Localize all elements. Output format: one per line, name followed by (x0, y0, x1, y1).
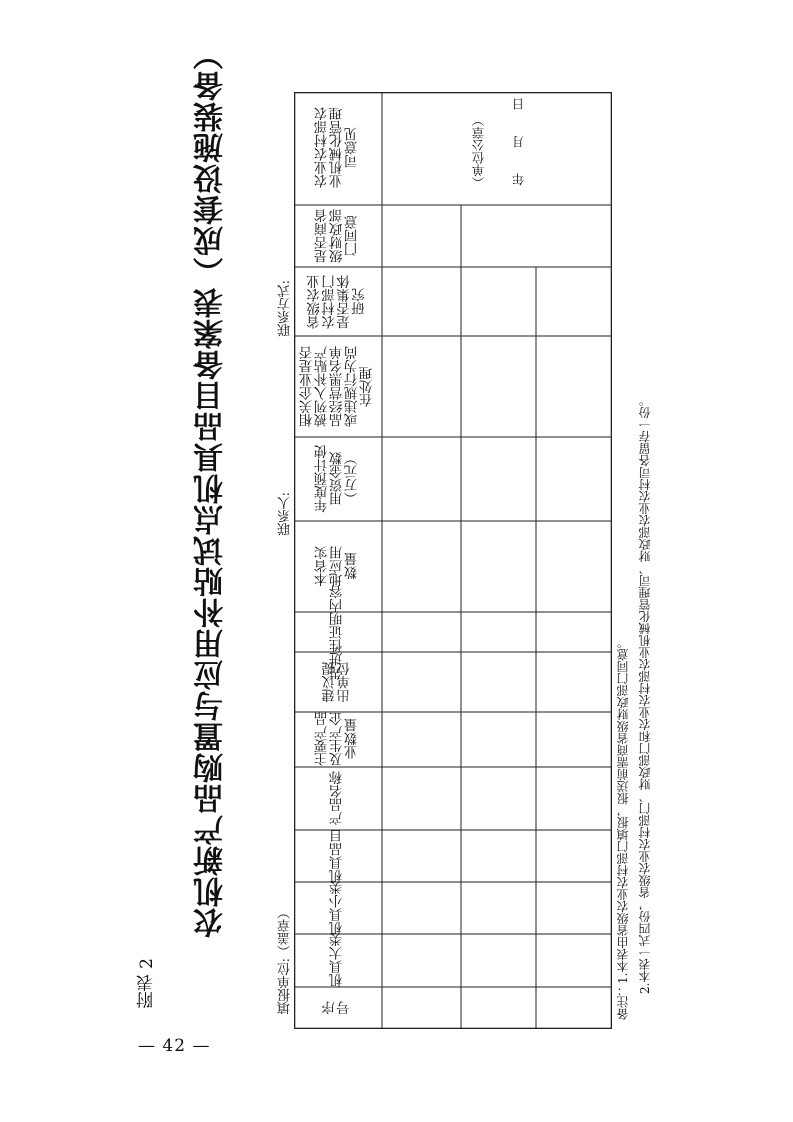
fill-unit-label: 填报单位:（盖章） (278, 906, 293, 1015)
header-serial-number: 序号 (322, 1001, 353, 1015)
header-machine-item: 机具品目 (329, 829, 346, 883)
header-product-name: 产品名称 (329, 771, 346, 825)
header-annual-budget: 年度预计使用资金数（万元） (314, 445, 361, 513)
header-provincial-collective-review: 省级农业农村部门是否集体研究 (307, 275, 368, 329)
header-proposing-unit: 建议提出单位 (322, 661, 353, 703)
appendix-label: 附表 2 (137, 958, 157, 1009)
header-machine-subcategory: 机具小类 (329, 881, 346, 935)
note-line-1: 备注：1.本表由省级农业农村部门填报，报送前需商省级财政部门同意。 (616, 636, 630, 1020)
page-number: — 42 — (138, 1036, 211, 1056)
opinion-date: 年 月 日 (511, 98, 526, 186)
header-ministry-opinion: 农业农村部农业机械化管理司意见 (314, 107, 361, 189)
header-main-products-and-manufacturers: 主要产品及生产企业数量 (314, 712, 361, 766)
header-finance-dept-consent: 是否商省级财政部门同意 (314, 209, 361, 263)
document-title: 农机新产品购置与应用补贴试点机具品目备案表（成套设施装备） (194, 39, 229, 938)
note-line-2: 2.本表一式四份，省级农业农村部门、财政部门和农业农村部农业机械化管理司、财政部农业农村司各留存一份。 (638, 394, 652, 994)
contact-person-label: 联系人: (278, 492, 293, 536)
header-blacklist-status: 相关企业是否被列入补贴产品经营黑名单或违规行为尚在处理 (299, 346, 376, 428)
header-local-application-quantity: 本省实地应用数量 (314, 545, 361, 587)
table-notes (612, 300, 656, 1020)
official-seal-placeholder: （单位公章） (471, 114, 486, 189)
filing-table (294, 92, 612, 1029)
header-advancement-proof: 先进性证明内容 (329, 584, 346, 680)
contact-method-label: 联系方式: (278, 280, 293, 337)
header-machine-category: 机具大类 (329, 933, 346, 987)
